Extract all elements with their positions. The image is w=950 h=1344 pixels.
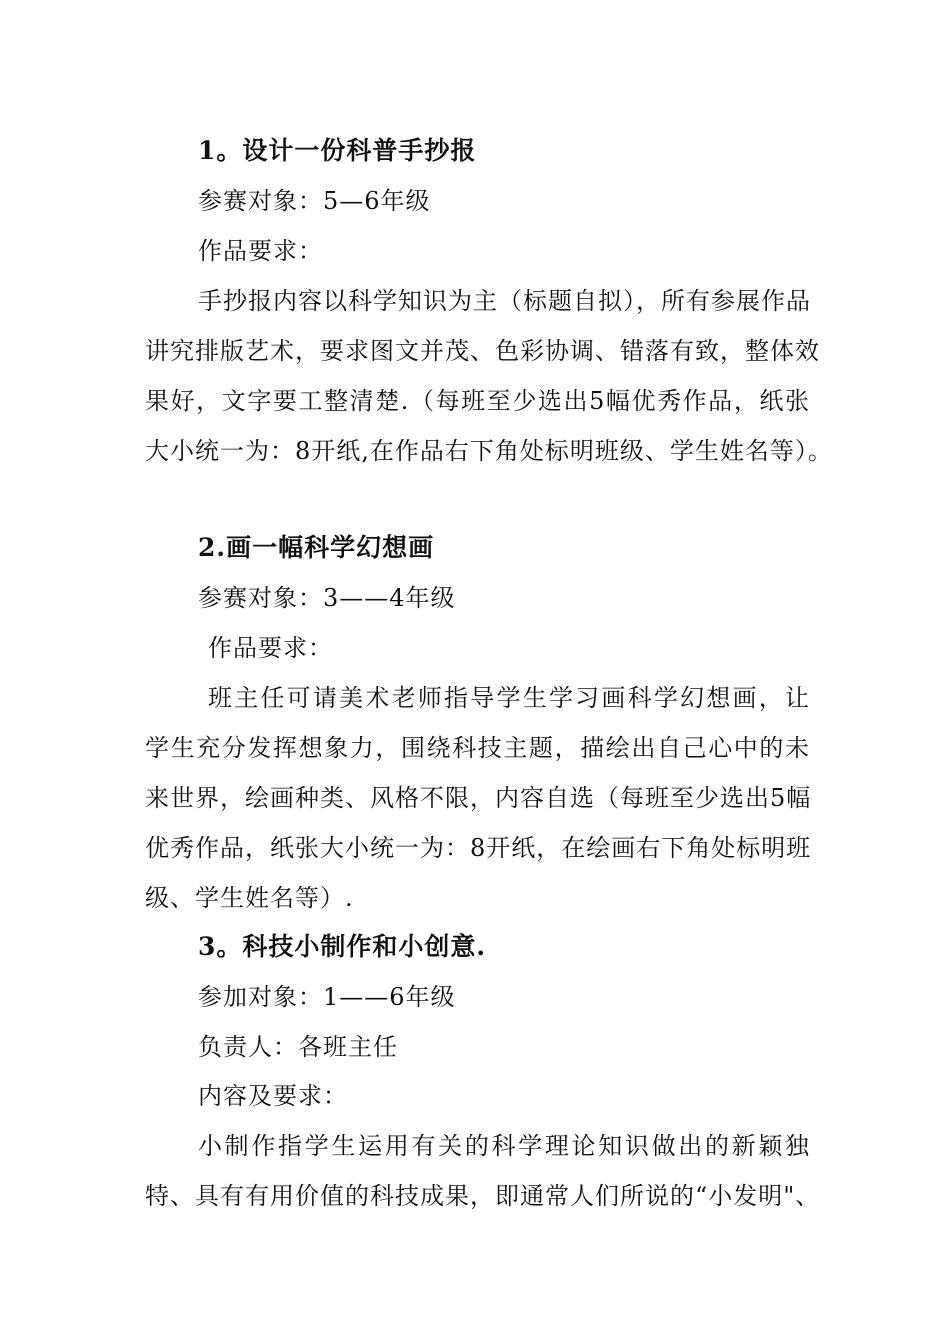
- section1-body-line: 大小统一为：8开纸,在作品右下角处标明班级、学生姓名等）。: [145, 437, 833, 465]
- section2-participants: 参赛对象：3——4年级: [198, 584, 456, 612]
- section2-body-line: 来世界，绘画种类、风格不限，内容自选（每班至少选出5幅: [145, 784, 812, 812]
- section3-requirements-label: 内容及要求：: [198, 1082, 348, 1110]
- section2-body-line: 优秀作品，纸张大小统一为：8开纸，在绘画右下角处标明班: [145, 834, 812, 862]
- section2-heading: 2.画一幅科学幻想画: [198, 533, 435, 562]
- section1-requirements-label: 作品要求：: [198, 237, 323, 265]
- section2-body-line: 级、学生姓名等）.: [145, 884, 354, 912]
- section3-heading: 3。科技小制作和小创意.: [198, 932, 487, 961]
- section2-body-line: 班主任可请美术老师指导学生学习画科学幻想画，让: [208, 684, 810, 712]
- section1-participants: 参赛对象：5—6年级: [198, 187, 431, 215]
- section3-body-line: 小制作指学生运用有关的科学理论知识做出的新颖独: [198, 1132, 810, 1160]
- section3-participants: 参加对象：1——6年级: [198, 983, 456, 1011]
- section2-body-line: 学生充分发挥想象力，围绕科技主题，描绘出自己心中的未: [145, 734, 810, 762]
- section3-body-line: 特、具有有用价值的科技成果，即通常人们所说的“小发明"、: [145, 1182, 821, 1210]
- section3-responsible: 负责人：各班主任: [198, 1033, 398, 1061]
- section1-body-line: 手抄报内容以科学知识为主（标题自拟），所有参展作品: [198, 287, 811, 315]
- section1-body-line: 讲究排版艺术，要求图文并茂、色彩协调、错落有致，整体效: [145, 337, 820, 365]
- section1-body-line: 果好，文字要工整清楚.（每班至少选出5幅优秀作品，纸张: [145, 387, 810, 415]
- section2-requirements-label: 作品要求：: [208, 634, 333, 662]
- section1-heading: 1。设计一份科普手抄报: [198, 136, 477, 165]
